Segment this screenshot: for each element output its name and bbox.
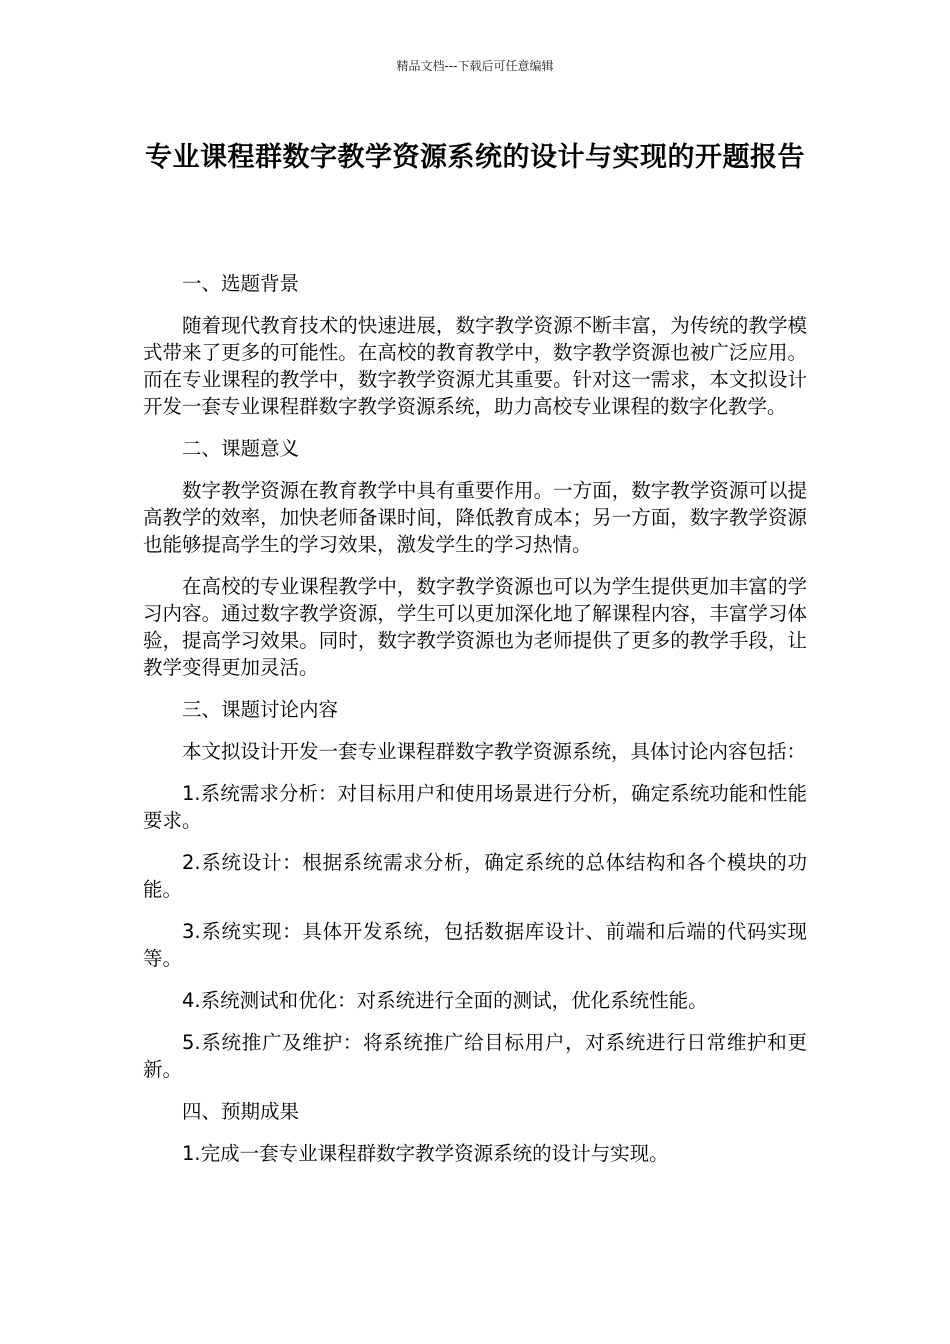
list-item-requirements: 1.系统需求分析：对目标用户和使用场景进行分析，确定系统功能和性能要求。: [143, 782, 807, 832]
paragraph-background: 随着现代教育技术的快速进展，数字教学资源不断丰富，为传统的教学模式带来了更多的可能性。在高校的教育教学中，数字教学资源也被广泛应用。而在专业课程的教学中，数字教学资源尤其重要。针对这一需求，本文拟设计开发一套专业课程群数字教学资源系统，助力高校专业课程的数字化教学。: [143, 314, 807, 418]
header-note: 精品文档---下载后可任意编辑: [396, 59, 554, 73]
document-body: [143, 270, 807, 1182]
list-item-design: 2.系统设计：根据系统需求分析，确定系统的总体结构和各个模块的功能。: [143, 851, 807, 901]
document-title: 专业课程群数字教学资源系统的设计与实现的开题报告: [145, 142, 805, 173]
list-item-testing: 4.系统测试和优化：对系统进行全面的测试，优化系统性能。: [182, 989, 708, 1012]
section-heading-content: 三、课题讨论内容: [182, 698, 339, 721]
section-heading-significance: 二、课题意义: [182, 437, 300, 460]
section-heading-outcomes: 四、预期成果: [182, 1100, 300, 1123]
paragraph-significance-2: 在高校的专业课程教学中，数字教学资源也可以为学生提供更加丰富的学习内容。通过数字教学资源，学生可以更加深化地了解课程内容，丰富学习体验，提高学习效果。同时，数字教学资源也为老师提供了更多的教学手段，让教学变得更加灵活。: [143, 575, 807, 679]
list-item-implementation: 3.系统实现：具体开发系统，包括数据库设计、前端和后端的代码实现等。: [143, 920, 807, 970]
paragraph-content-intro: 本文拟设计开发一套专业课程群数字教学资源系统，具体讨论内容包括：: [182, 740, 807, 763]
paragraph-significance-1: 数字教学资源在教育教学中具有重要作用。一方面，数字教学资源可以提高教学的效率，加快老师备课时间，降低教育成本；另一方面，数字教学资源也能够提高学生的学习效果，激发学生的学习热情。: [143, 479, 807, 556]
list-item-maintenance: 5.系统推广及维护：将系统推广给目标用户，对系统进行日常维护和更新。: [143, 1031, 807, 1081]
list-item-outcome-1: 1.完成一套专业课程群数字教学资源系统的设计与实现。: [182, 1142, 669, 1165]
section-heading-background: 一、选题背景: [182, 272, 300, 295]
